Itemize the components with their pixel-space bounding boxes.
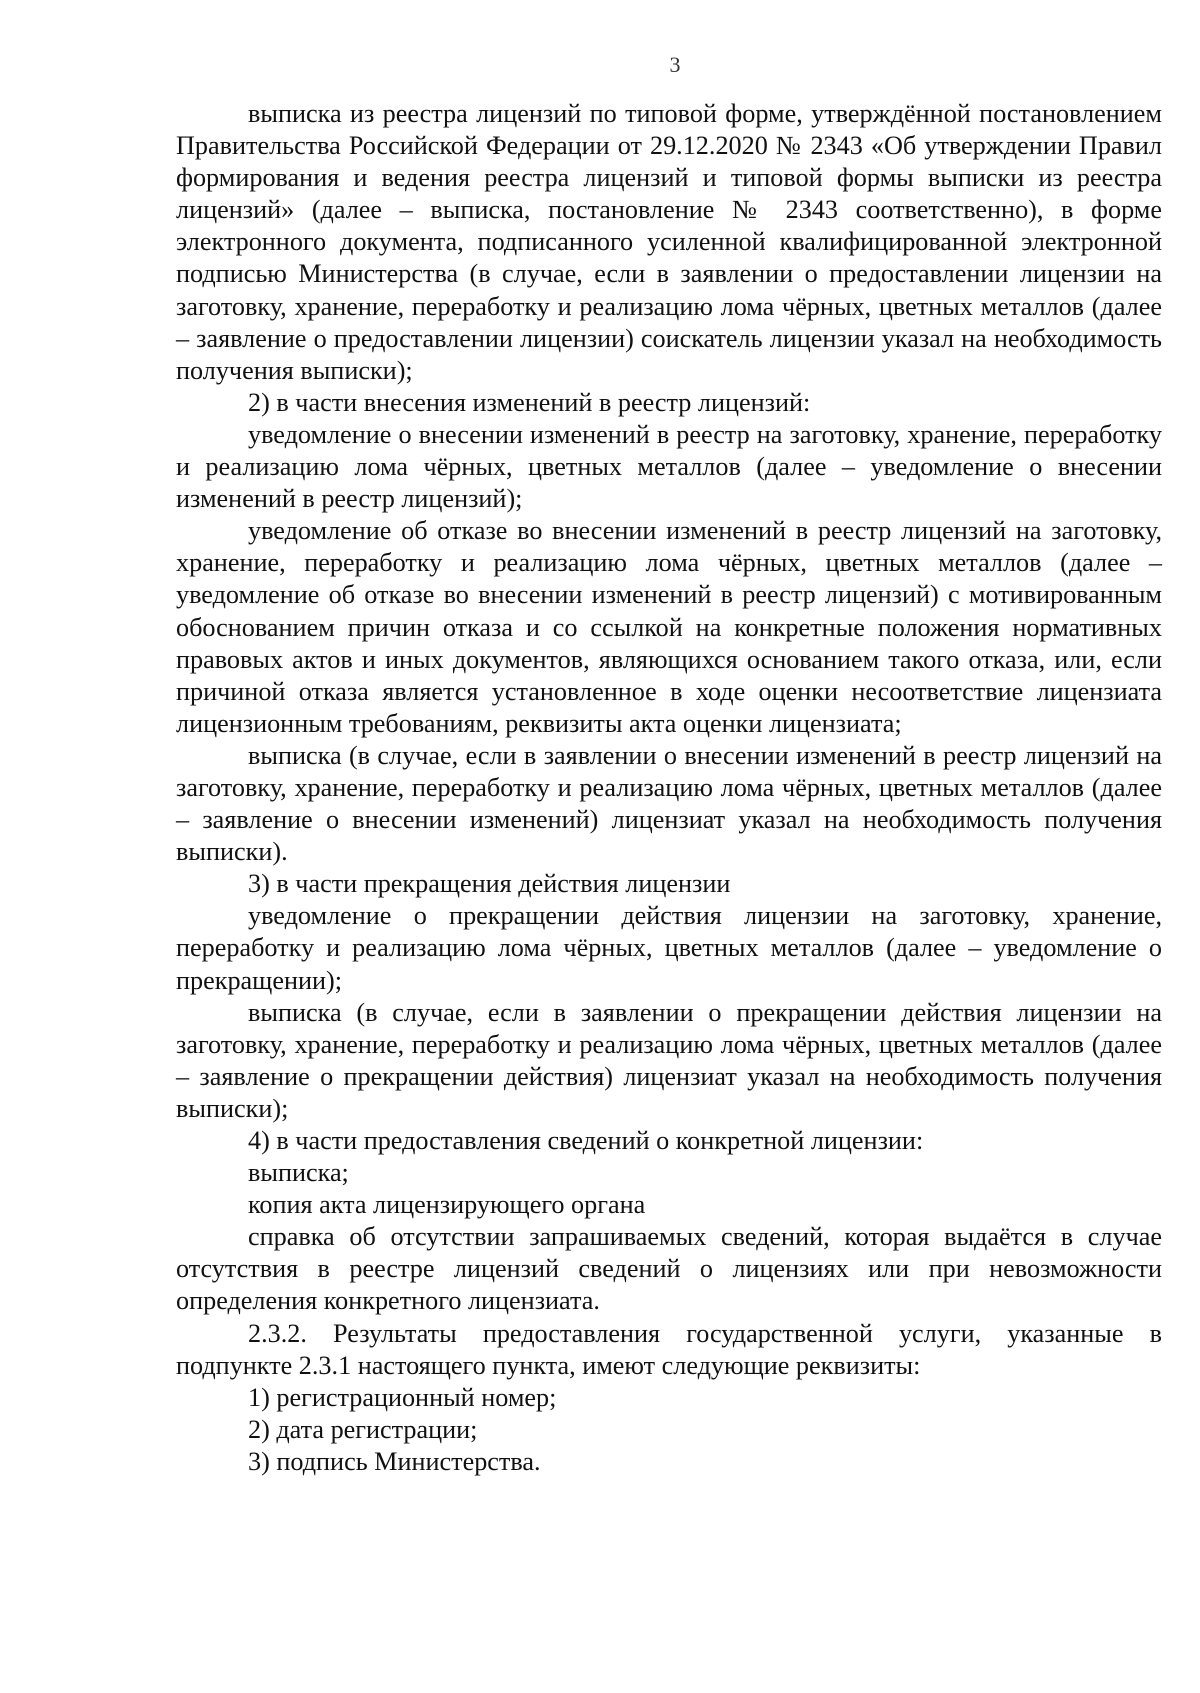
page-number: 3 <box>669 52 681 77</box>
paragraph-req-1: 1) регистрационный номер; <box>248 1382 557 1412</box>
paragraph-extract-changes: выписка (в случае, если в заявлении о внесении изменений в реестр лицензий на заготовку, хранение, переработку и реализацию лома чёрных, цветных металлов (далее – заявление о внесении изменений) лицензиат указал на необходимость получения выписки). <box>176 740 1162 867</box>
paragraph-2-3-2: 2.3.2. Результаты предоставления государственной услуги, указанные в подпункте 2.3.1 настоящего пункта, имеют следующие реквизиты: <box>176 1318 1162 1380</box>
paragraph-req-2: 2) дата регистрации; <box>248 1414 478 1444</box>
paragraph-notice-refusal: уведомление об отказе во внесении изменений в реестр лицензий на заготовку, хранение, переработку и реализацию лома чёрных, цветных металлов (далее – уведомление об отказе во внесении изменений в реестр лицензий) с мотивированным обоснованием причин отказа и со ссылкой на конкретные положения нормативных правовых актов и иных документов, являющихся основанием такого отказа, или, если причиной отказа является установленное в ходе оценки несоответствие лицензиата лицензионным требованиям, реквизиты акта оценки лицензиата; <box>176 516 1162 738</box>
paragraph-req-3: 3) подпись Министерства. <box>248 1446 541 1476</box>
paragraph-notice-changes: уведомление о внесении изменений в реестр на заготовку, хранение, переработку и реализацию лома чёрных, цветных металлов (далее – уведомление о внесении изменений в реестр лицензий); <box>176 419 1162 514</box>
paragraph-act-copy: копия акта лицензирующего органа <box>248 1190 646 1220</box>
paragraph-section-3-heading: 3) в части прекращения действия лицензии <box>248 869 731 899</box>
paragraph-section-2-heading: 2) в части внесения изменений в реестр лицензий: <box>248 387 811 417</box>
paragraph-certificate-absence: справка об отсутствии запрашиваемых сведений, которая выдаётся в случае отсутствия в реестре лицензий сведений о лицензиях или при невозможности определения конкретного лицензиата. <box>176 1222 1162 1316</box>
paragraph-notice-termination: уведомление о прекращении действия лицензии на заготовку, хранение, переработку и реализацию лома чёрных, цветных металлов (далее – уведомление о прекращении); <box>176 901 1162 995</box>
paragraph-extract-license: выписка из реестра лицензий по типовой форме, утверждённой постановлением Правительства Российской Федерации от 29.12.2020 № 2343 «Об утверждении Правил формирования и ведения реестра лицензий и типовой формы выписки из реестра лицензий» (далее – выписка, постановление № 2343 соответственно), в форме электронного документа, подписанного усиленной квалифицированной электронной подписью Министерства (в случае, если в заявлении о предоставлении лицензии на заготовку, хранение, переработку и реализацию лома чёрных, цветных металлов (далее – заявление о предоставлении лицензии) соискатель лицензии указал на необходимость получения выписки); <box>176 99 1162 385</box>
paragraph-section-4-heading: 4) в части предоставления сведений о конкретной лицензии: <box>248 1126 924 1155</box>
paragraph-extract: выписка; <box>248 1158 349 1188</box>
document-body <box>176 98 1162 1478</box>
paragraph-extract-termination: выписка (в случае, если в заявлении о прекращении действия лицензии на заготовку, хранение, переработку и реализацию лома чёрных, цветных металлов (далее – заявление о прекращении действия) лицензиат указал на необходимость получения выписки); <box>176 997 1162 1123</box>
